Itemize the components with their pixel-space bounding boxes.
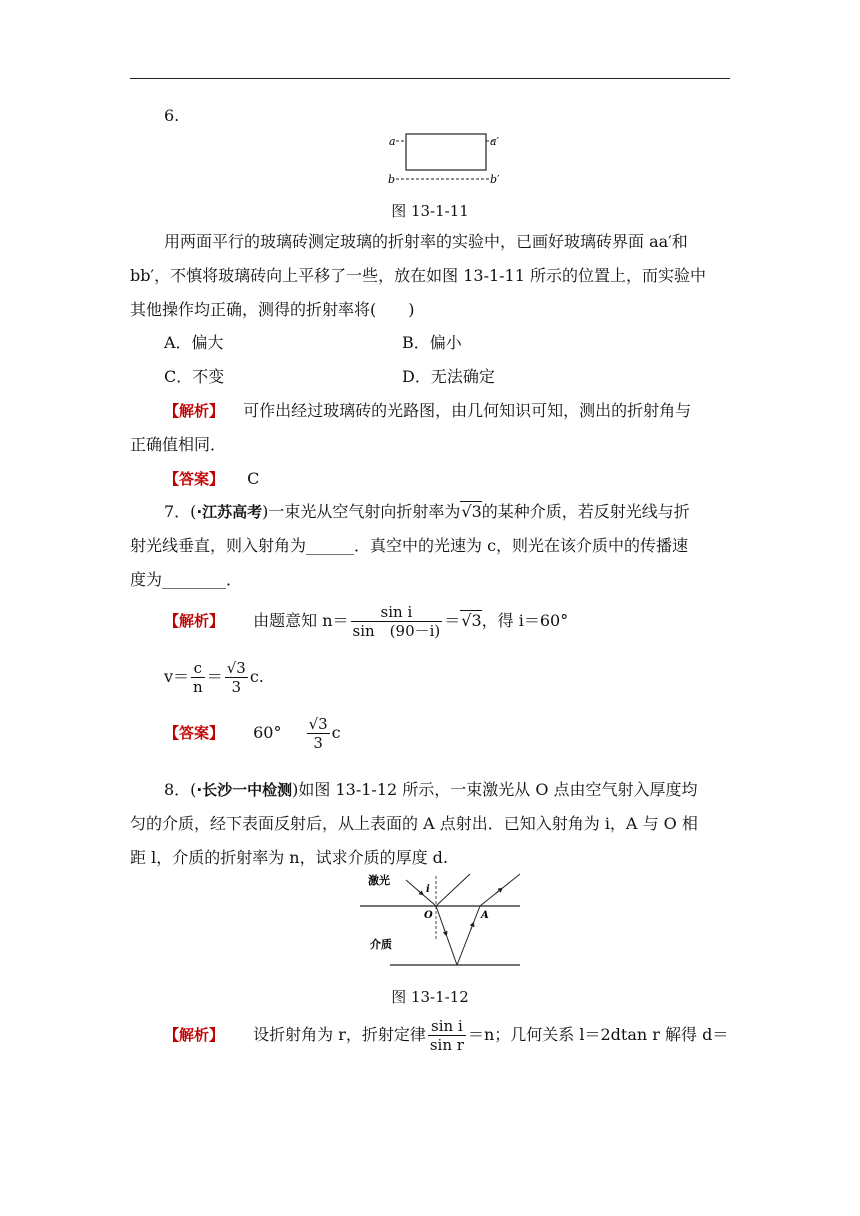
label-b-prime: b′ xyxy=(490,173,500,186)
q7-line-2: 射光线垂直，则入射角为______．真空中的光速为 c，则光在该介质中的传播速 xyxy=(130,536,689,555)
q7-answer-1: 60° xyxy=(253,723,282,742)
q7-eq1-denominator: sin (90－i) xyxy=(352,622,441,640)
q6-line-3: 其他操作均正确，测得的折射率将( ) xyxy=(130,300,415,319)
q7-eq2-fraction-1 xyxy=(191,659,205,696)
figure-13-1-11 xyxy=(380,126,510,190)
q7-eq2-den2: 3 xyxy=(231,678,242,696)
q7-line-3: 度为________． xyxy=(130,570,243,589)
option-c: C．不变 xyxy=(164,367,225,386)
label-laser: 激光 xyxy=(368,874,390,887)
label-b: b xyxy=(388,173,396,186)
q7-eq1-pre: 由题意知 n＝ xyxy=(253,611,349,630)
label-O: O xyxy=(424,910,433,921)
q8-line-2: 匀的介质，经下表面反射后，从上表面的 A 点射出．已知入射角为 i，A 与 O 相 xyxy=(130,814,698,833)
q7-eq2-post: c. xyxy=(249,667,264,686)
label-medium: 介质 xyxy=(370,938,392,951)
figure-13-1-12 xyxy=(360,868,530,972)
q7-answer-num: √3 xyxy=(308,715,328,733)
q7-source: ·江苏高考 xyxy=(196,503,263,521)
q7-number: 7．( xyxy=(164,502,197,521)
q8-line-1: )如图 13-1-12 所示，一束激光从 O 点由空气射入厚度均 xyxy=(292,780,698,799)
q7-answer-fraction xyxy=(307,715,330,752)
q6-answer-tag: 【答案】 xyxy=(164,470,225,488)
q6-line-2: bb′，不慎将玻璃砖向上平移了一些，放在如图 13-1-11 所示的位置上，而实验中 xyxy=(130,266,707,285)
option-a: A．偏大 xyxy=(164,333,224,352)
label-A: A xyxy=(481,910,489,921)
header-rule xyxy=(130,78,730,79)
q7-eq2-den1: n xyxy=(193,678,203,696)
q7-eq1-fraction xyxy=(351,603,443,640)
label-i: i xyxy=(426,884,430,895)
q6-analysis-tag: 【解析】 xyxy=(164,402,225,420)
q7-line-1a: )一束光从空气射向折射率为 xyxy=(262,502,461,521)
q8-source: ·长沙一中检测 xyxy=(196,781,293,799)
figure-caption-13-1-12: 图 13-1-12 xyxy=(391,988,469,1006)
question-6-number: 6. xyxy=(164,106,180,125)
q8-line-3: 距 l，介质的折射率为 n，试求介质的厚度 d. xyxy=(130,848,449,867)
q8-analysis-tag: 【解析】 xyxy=(164,1026,225,1044)
q7-eq2-fraction-2 xyxy=(225,659,248,696)
label-a: a xyxy=(389,135,396,148)
q7-answer-den: 3 xyxy=(313,734,323,752)
q8-analysis-post: ＝n；几何关系 l＝2dtan r 解得 d＝ xyxy=(467,1025,729,1044)
label-a-prime: a′ xyxy=(490,135,500,148)
q8-analysis-pre: 设折射角为 r，折射定律 xyxy=(253,1025,426,1044)
q8-analysis-num: sin i xyxy=(428,1017,466,1036)
q7-eq2-num2: √3 xyxy=(226,659,246,677)
q7-eq1-post: ，得 i＝60° xyxy=(481,611,569,630)
q7-line-1b: 的某种介质，若反射光线与折 xyxy=(481,502,690,521)
q6-line-1: 用两面平行的玻璃砖测定玻璃的折射率的实验中，已画好玻璃砖界面 aa′和 xyxy=(164,232,688,251)
q7-eq1-equals: ＝ xyxy=(444,611,461,630)
q7-sqrt3: √3 xyxy=(461,502,482,521)
q8-analysis-fraction xyxy=(428,1017,466,1054)
q7-eq2-num1: c xyxy=(191,659,205,678)
q7-eq2-pre: v＝ xyxy=(164,667,190,686)
q7-answer-post: c xyxy=(331,723,341,742)
option-d: D．无法确定 xyxy=(402,367,495,386)
option-b: B．偏小 xyxy=(402,333,462,352)
q7-eq1-numerator: sin i xyxy=(351,603,443,622)
q8-number: 8．( xyxy=(164,780,197,799)
q6-analysis-line-2: 正确值相同． xyxy=(130,435,227,454)
q8-analysis-den: sin r xyxy=(429,1036,464,1054)
q6-analysis-text: 可作出经过玻璃砖的光路图，由几何知识可知，测出的折射角与 xyxy=(243,401,692,420)
q7-eq2-mid: ＝ xyxy=(206,667,223,686)
q7-analysis-tag: 【解析】 xyxy=(164,612,225,630)
q7-eq1-sqrt3: √3 xyxy=(461,611,482,630)
q7-answer-tag: 【答案】 xyxy=(164,724,225,742)
figure-caption-13-1-11: 图 13-1-11 xyxy=(391,202,469,220)
q6-answer: C xyxy=(247,469,260,488)
